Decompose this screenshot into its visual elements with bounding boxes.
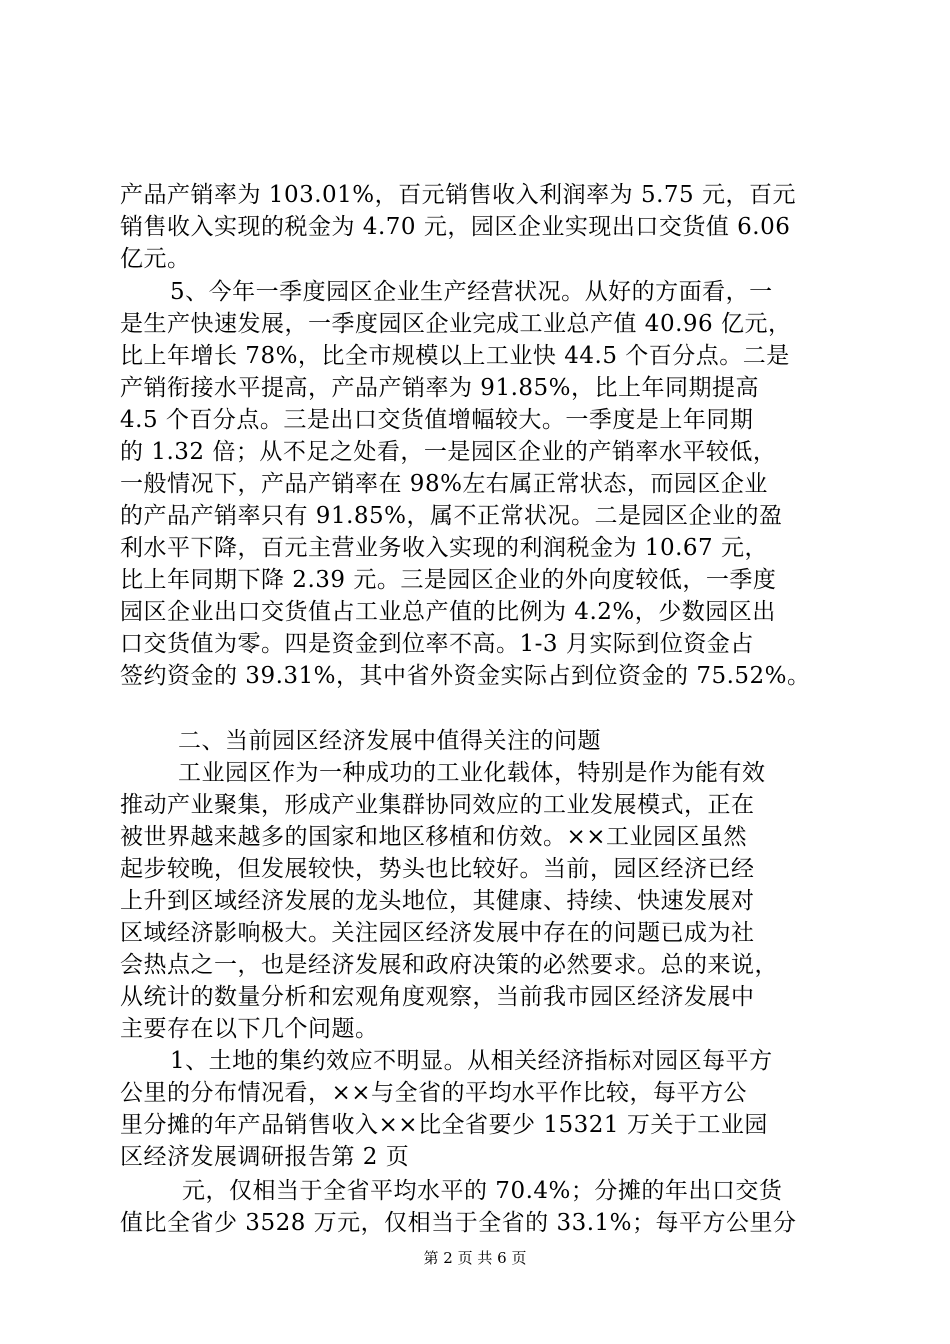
text-line: 1、土地的集约效应不明显。从相关经济指标对园区每平方 (170, 1048, 773, 1074)
text-line: 元，仅相当于全省平均水平的 70.4%；分摊的年出口交货 (182, 1178, 783, 1204)
text-line: 区经济发展调研报告第 2 页 (120, 1144, 410, 1170)
text-line: 4.5 个百分点。三是出口交货值增幅较大。一季度是上年同期 (120, 407, 754, 433)
text-line: 推动产业聚集，形成产业集群协同效应的工业发展模式，正在 (120, 792, 755, 818)
text-line: 主要存在以下几个问题。 (120, 1016, 379, 1042)
page-footer: 第 2 页 共 6 页 (423, 1249, 527, 1267)
text-line: 里分摊的年产品销售收入××比全省要少 15321 万关于工业园 (120, 1112, 768, 1138)
text-line: 口交货值为零。四是资金到位率不高。1-3 月实际到位资金占 (120, 631, 754, 657)
text-line: 工业园区作为一种成功的工业化载体，特别是作为能有效 (178, 760, 766, 786)
text-line: 会热点之一，也是经济发展和政府决策的必然要求。总的来说， (120, 952, 778, 978)
text-line: 从统计的数量分析和宏观角度观察，当前我市园区经济发展中 (120, 984, 755, 1010)
text-line: 签约资金的 39.31%，其中省外资金实际占到位资金的 75.52%。 (120, 663, 811, 689)
text-line: 产销衔接水平提高，产品产销率为 91.85%，比上年同期提高 (120, 375, 760, 401)
text-line: 的产品产销率只有 91.85%，属不正常状况。二是园区企业的盈 (120, 503, 783, 529)
text-line: 上升到区域经济发展的龙头地位，其健康、持续、快速发展对 (120, 888, 755, 914)
text-line: 区域经济影响极大。关注园区经济发展中存在的问题已成为社 (120, 920, 755, 946)
text-line: 的 1.32 倍；从不足之处看，一是园区企业的产销率水平较低， (120, 439, 777, 465)
text-line: 值比全省少 3528 万元，仅相当于全省的 33.1%；每平方公里分 (120, 1210, 797, 1236)
text-line: 比上年增长 78%，比全市规模以上工业快 44.5 个百分点。二是 (120, 343, 790, 369)
text-line: 亿元。 (120, 246, 191, 272)
text-line: 公里的分布情况看，××与全省的平均水平作比较，每平方公 (120, 1080, 748, 1106)
text-line: 利水平下降，百元主营业务收入实现的利润税金为 10.67 元， (120, 535, 768, 561)
text-line: 被世界越来越多的国家和地区移植和仿效。××工业园区虽然 (120, 824, 748, 850)
text-line: 起步较晚，但发展较快，势头也比较好。当前，园区经济已经 (120, 856, 755, 882)
text-line: 5、今年一季度园区企业生产经营状况。从好的方面看，一 (170, 279, 773, 305)
text-line: 产品产销率为 103.01%，百元销售收入利润率为 5.75 元，百元 (120, 182, 796, 208)
text-line: 销售收入实现的税金为 4.70 元，园区企业实现出口交货值 6.06 (120, 214, 791, 240)
text-line: 是生产快速发展，一季度园区企业完成工业总产值 40.96 亿元， (120, 311, 792, 337)
text-line: 比上年同期下降 2.39 元。三是园区企业的外向度较低，一季度 (120, 567, 777, 593)
text-line: 一般情况下，产品产销率在 98%左右属正常状态，而园区企业 (120, 471, 768, 497)
section-heading: 二、当前园区经济发展中值得关注的问题 (178, 728, 601, 754)
text-line: 园区企业出口交货值占工业总产值的比例为 4.2%，少数园区出 (120, 599, 776, 625)
